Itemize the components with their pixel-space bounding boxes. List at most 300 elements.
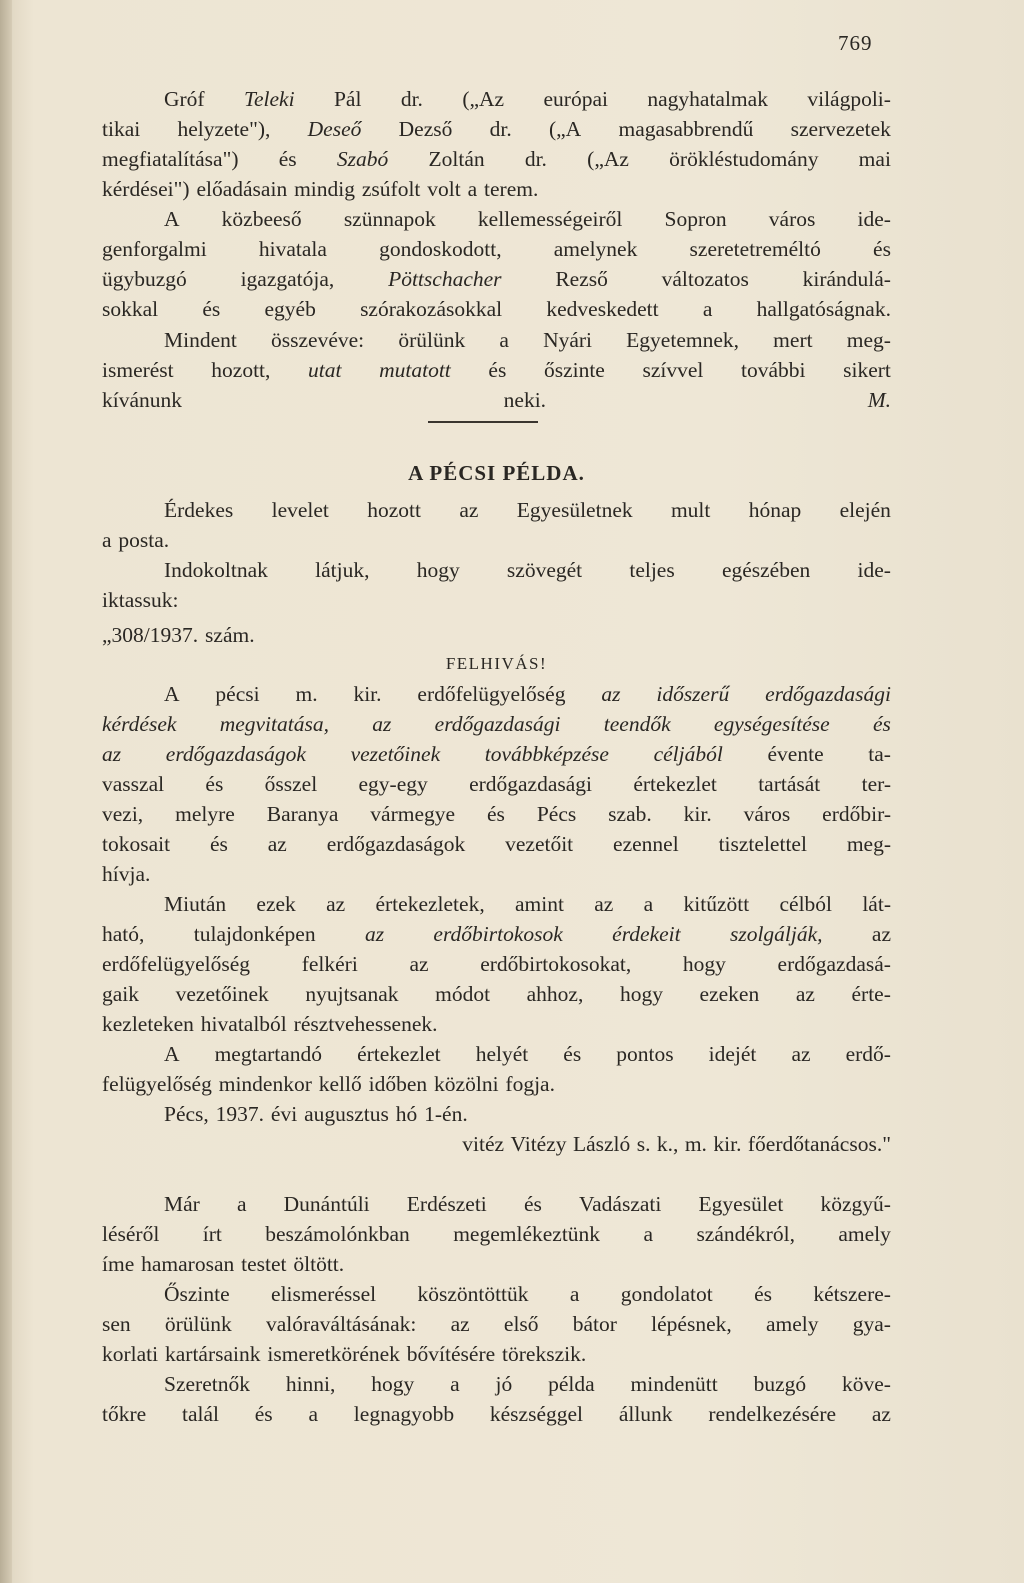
word: az [267,832,287,856]
word: sen [102,1312,131,1336]
text-line [102,769,891,799]
word: hogy [682,952,726,976]
word: M. [867,388,891,412]
word: nagyhatalmak [647,87,768,111]
word: ide- [857,207,891,231]
word: kezleteken [102,1012,194,1036]
word: Nyári [543,328,593,352]
word: az [364,922,385,946]
word: vitéz [462,1132,505,1156]
word: továbbképzése [484,742,609,766]
word: hozott, [211,358,271,382]
word: Baranya [266,802,339,826]
word: genforgalmi [102,237,207,261]
word: Dezső [398,117,453,141]
word: szünnapok [343,207,436,231]
word: szám. [205,623,255,647]
word: helyzete"), [177,117,271,141]
word: erdőbir- [822,802,891,826]
text-line [164,889,891,919]
word: kirándulá- [802,267,891,291]
word: és [873,712,891,736]
word: kérdések [102,712,177,736]
word: neki. [503,388,547,412]
word: a [569,1282,580,1306]
word: ismerést [102,358,174,382]
word: korlati [102,1342,159,1366]
word: és [209,832,228,856]
word: 1937. [215,1102,265,1126]
word: erdőbirtokosok [433,922,563,946]
word: Gróf [164,87,205,111]
word: Deseő [307,117,362,141]
word: állunk [618,1402,673,1426]
word: gondoskodott, [379,237,502,261]
word: felkéri [301,952,358,976]
word: sikert [843,358,891,382]
word: k., [656,1132,679,1156]
word: amely [765,1312,819,1336]
word: lépésnek, [651,1312,732,1336]
word: Miután [164,892,227,916]
word: és [205,772,224,796]
text-line [102,709,891,739]
word: gya- [852,1312,891,1336]
word: szórakozásokkal [360,297,503,321]
word: A [164,207,180,231]
word: a [236,1192,247,1216]
word: („Az [462,87,505,111]
word: megtartandó [214,1042,323,1066]
word: a [499,328,509,352]
word: tartását [758,772,821,796]
word: közgyű- [820,1192,891,1216]
text-line [102,264,891,294]
word: egy-egy [358,772,428,796]
word: Egyesület [698,1192,784,1216]
text-line [102,979,891,1009]
word: vármegye [370,802,456,826]
word: ide- [857,558,891,582]
word: posta. [118,528,170,552]
word: köve- [842,1372,891,1396]
word: szövegét [506,558,583,582]
word: jó [495,1372,513,1396]
word: törekszik. [502,1342,587,1366]
word: erdőgazdasági [765,682,891,706]
word: A [164,1042,180,1066]
word: Egyesületnek [516,498,633,522]
word: bátor [572,1312,617,1336]
word: az [594,892,614,916]
word: és [486,802,505,826]
text-line [102,355,891,385]
word: készséggel [489,1402,584,1426]
word: kartársaink [165,1342,261,1366]
word: kétszere- [813,1282,891,1306]
word: ható, [102,922,145,946]
word: a [102,528,112,552]
word: tikai [102,117,141,141]
word: fogja. [505,1072,555,1096]
word: változatos [661,267,749,291]
word: évi [270,1102,298,1126]
word: íme [102,1252,135,1276]
text-line [164,1279,891,1309]
word: európai [543,87,608,111]
word: bővítésére [406,1342,496,1366]
word: a [308,1402,319,1426]
word: amely [838,1222,891,1246]
text-line [164,1039,891,1069]
word: zsúfolt [361,177,421,201]
word: melyre [175,802,235,826]
word: kedveskedett [546,297,659,321]
text-line [102,1399,891,1429]
text-line [164,555,891,585]
text-line [102,294,891,324]
word: szervezetek [790,117,891,141]
signature-line [102,1129,891,1159]
word: testet [241,1252,287,1276]
word: ezennel [613,832,679,856]
word: hónap [748,498,802,522]
word: erdőfelügyelőség [417,682,566,706]
text-line [102,829,891,859]
text-line [102,174,891,204]
notice-heading: FELHIVÁS! [445,654,548,673]
word: vezetőit [505,832,574,856]
word: az [459,498,479,522]
word: dr. [489,117,512,141]
word: örülünk [164,1312,232,1336]
word: Már [164,1192,200,1216]
word: mutatott [379,358,451,382]
word: és [873,237,891,261]
word: látjuk, [315,558,370,582]
word: közölni [434,1072,499,1096]
word: dr. [524,147,547,171]
page-number: 769 [838,31,873,55]
word: Pöttschacher [388,267,502,291]
word: hivatalból [200,1012,287,1036]
word: erdőbirtokosokat, [480,952,632,976]
word: kellemességeiről [477,207,623,231]
word: értekezletek, [375,892,485,916]
word: tulajdonképen [193,922,316,946]
word: mai [858,147,891,171]
word: hogy [371,1372,415,1396]
word: vezetőinek [175,982,269,1006]
word: örülünk [398,328,466,352]
word: kívánunk [102,388,183,412]
word: meg- [846,832,891,856]
word: ter- [861,772,891,796]
word: megvitatása, [219,712,329,736]
word: pontos [616,1042,674,1066]
word: ta- [868,742,891,766]
word: a [702,297,713,321]
word: Pécs [536,802,577,826]
word: Rezső [555,267,608,291]
word: („Az [587,147,629,171]
word: az [102,742,122,766]
word: elején [839,498,891,522]
word: erdőgazdaságok [326,832,466,856]
word: dr. [400,87,423,111]
word: teendők [603,712,671,736]
word: időszerű [656,682,730,706]
word: örökléstudomány [669,147,819,171]
word: az [409,952,429,976]
word: m. [684,1132,707,1156]
word: m. [295,682,318,706]
word: céljából [653,742,723,766]
word: Dunántúli [283,1192,370,1216]
word: mindig [294,177,355,201]
word: gondolatot [620,1282,713,1306]
text-line [102,919,891,949]
word: és [278,147,297,171]
word: hogy [619,982,663,1006]
word: Sopron [664,207,727,231]
word: érdekeit [612,922,681,946]
word: kitűzött [683,892,750,916]
word: további [741,358,806,382]
text-line [102,739,891,769]
word: amelynek [553,237,638,261]
text-line [102,1219,891,1249]
text-line [102,1009,891,1039]
text-line [164,1189,891,1219]
word: iktassuk: [102,588,179,612]
word: teljes [629,558,675,582]
word: Őszinte [164,1282,230,1306]
word: az [326,892,346,916]
word: az [372,712,392,736]
word: érte- [851,982,891,1006]
word: ősszel [264,772,318,796]
word: az [795,982,815,1006]
word: erdőgazdasági [469,772,593,796]
word: Pál [333,87,362,111]
word: erdőgazdasá- [777,952,891,976]
word: és [202,297,221,321]
word: megfiatalítása") [102,147,239,171]
word: kir. [713,1132,742,1156]
word: tisztelettel [718,832,807,856]
word: kérdései") [102,177,190,201]
word: ezeken [699,982,760,1006]
word: évente [767,742,824,766]
word: Szabó [336,147,389,171]
word: A [164,682,180,706]
word: magasabbrendű [618,117,754,141]
text-line [102,1339,891,1369]
word: és [563,1042,582,1066]
word: beszámolónkban [265,1222,410,1246]
word: Erdészeti [406,1192,487,1216]
word: tőkre [102,1402,147,1426]
word: első [503,1312,539,1336]
word: László [572,1132,631,1156]
word: résztvehessenek. [293,1012,438,1036]
word: szolgálják, [729,922,823,946]
word: módot [435,982,491,1006]
word: Vitézy [510,1132,567,1156]
word: vezetőinek [350,742,441,766]
word: város [768,207,816,231]
word: egységesítése [713,712,830,736]
word: levelet [271,498,329,522]
word: helyét [475,1042,529,1066]
word: hívja. [102,862,151,886]
word: kellő [318,1072,362,1096]
text-line [102,949,891,979]
word: őszinte [543,358,605,382]
word: főerdőtanácsos." [747,1132,891,1156]
word: mindenütt [630,1372,718,1396]
text-line [164,1099,891,1129]
text-line [164,325,891,355]
text-line [102,144,891,174]
word: idejét [708,1042,757,1066]
text-line [164,84,891,114]
word: „308/1937. [102,623,199,647]
text-line [102,585,891,615]
word: gaik [102,982,140,1006]
word: és [754,1282,773,1306]
word: egészében [721,558,811,582]
word: ezek [256,892,296,916]
word: város [743,802,791,826]
word: rendelkezésére [708,1402,837,1426]
word: írt [202,1222,222,1246]
word: lát- [862,892,891,916]
word: szívvel [642,358,704,382]
word: példa [548,1372,595,1396]
word: erdő- [845,1042,891,1066]
text-line [164,495,891,525]
word: világpoli- [807,87,891,111]
word: ismeretkörének [267,1342,400,1366]
word: a [450,1372,460,1396]
word: és [254,1402,273,1426]
word: elismeréssel [271,1282,377,1306]
word: szeretetreméltó [689,237,821,261]
word: mindenkor [218,1072,312,1096]
word: megemlékeztünk [453,1222,601,1246]
word: mert [773,328,813,352]
word: Mindent [164,328,237,352]
word: hivatala [258,237,327,261]
word: Egyetemnek, [626,328,740,352]
word: összevéve: [271,328,365,352]
text-line [102,385,891,415]
word: nyujtsanak [305,982,399,1006]
word: kir. [683,802,712,826]
word: értekezlet [357,1042,441,1066]
word: közbeeső [221,207,302,231]
word: s. [636,1132,651,1156]
word: felügyelőség [102,1072,212,1096]
word: ügybuzgó [102,267,187,291]
word: mult [670,498,711,522]
word: erdőgazdasági [434,712,561,736]
word: köszöntöttük [417,1282,529,1306]
word: valóraváltásának: [265,1312,417,1336]
word: Szeretnők [164,1372,250,1396]
word: Teleki [244,87,295,111]
word: Zoltán [428,147,485,171]
word: hó [395,1102,418,1126]
text-line [102,1069,891,1099]
word: az [871,1402,891,1426]
word: az [791,1042,811,1066]
word: hamarosan [141,1252,235,1276]
text-line [102,859,891,889]
word: vasszal [102,772,165,796]
text-line [102,234,891,264]
word: amint [515,892,564,916]
word: legnagyobb [353,1402,455,1426]
text-line [102,1249,891,1279]
word: időben [368,1072,428,1096]
word: meg- [846,328,891,352]
text-line [164,1369,891,1399]
word: sokkal [102,297,159,321]
word: Pécs, [164,1102,209,1126]
word: Indokoltnak [164,558,268,582]
word: 1-én. [424,1102,468,1126]
word: tokosait [102,832,171,856]
word: szab. [608,802,652,826]
word: a [643,892,654,916]
text-line [164,679,891,709]
word: Vadászati [579,1192,662,1216]
word: az [450,1312,470,1336]
word: Érdekes [164,498,234,522]
word: („A [548,117,582,141]
word: augusztus [304,1102,389,1126]
word: hinni, [285,1372,336,1396]
text-line [102,620,891,650]
word: erdőfelügyelőség [102,952,251,976]
word: és [488,358,507,382]
word: talál [181,1402,219,1426]
word: ahhoz, [526,982,584,1006]
word: előadásain [196,177,288,201]
word: az [871,922,891,946]
word: hogy [416,558,460,582]
word: igazgatója, [240,267,335,291]
word: a [643,1222,654,1246]
word: szándékról, [696,1222,795,1246]
word: erdőgazdaságok [165,742,306,766]
page-gutter [0,0,12,1583]
word: buzgó [753,1372,807,1396]
word: terem. [484,177,539,201]
word: utat [308,358,342,382]
word: egyéb [264,297,316,321]
word: célból [779,892,833,916]
word: léséről [102,1222,160,1246]
text-line [102,799,891,829]
word: és [523,1192,542,1216]
word: hozott [367,498,421,522]
text-line [102,1309,891,1339]
word: a [467,177,478,201]
